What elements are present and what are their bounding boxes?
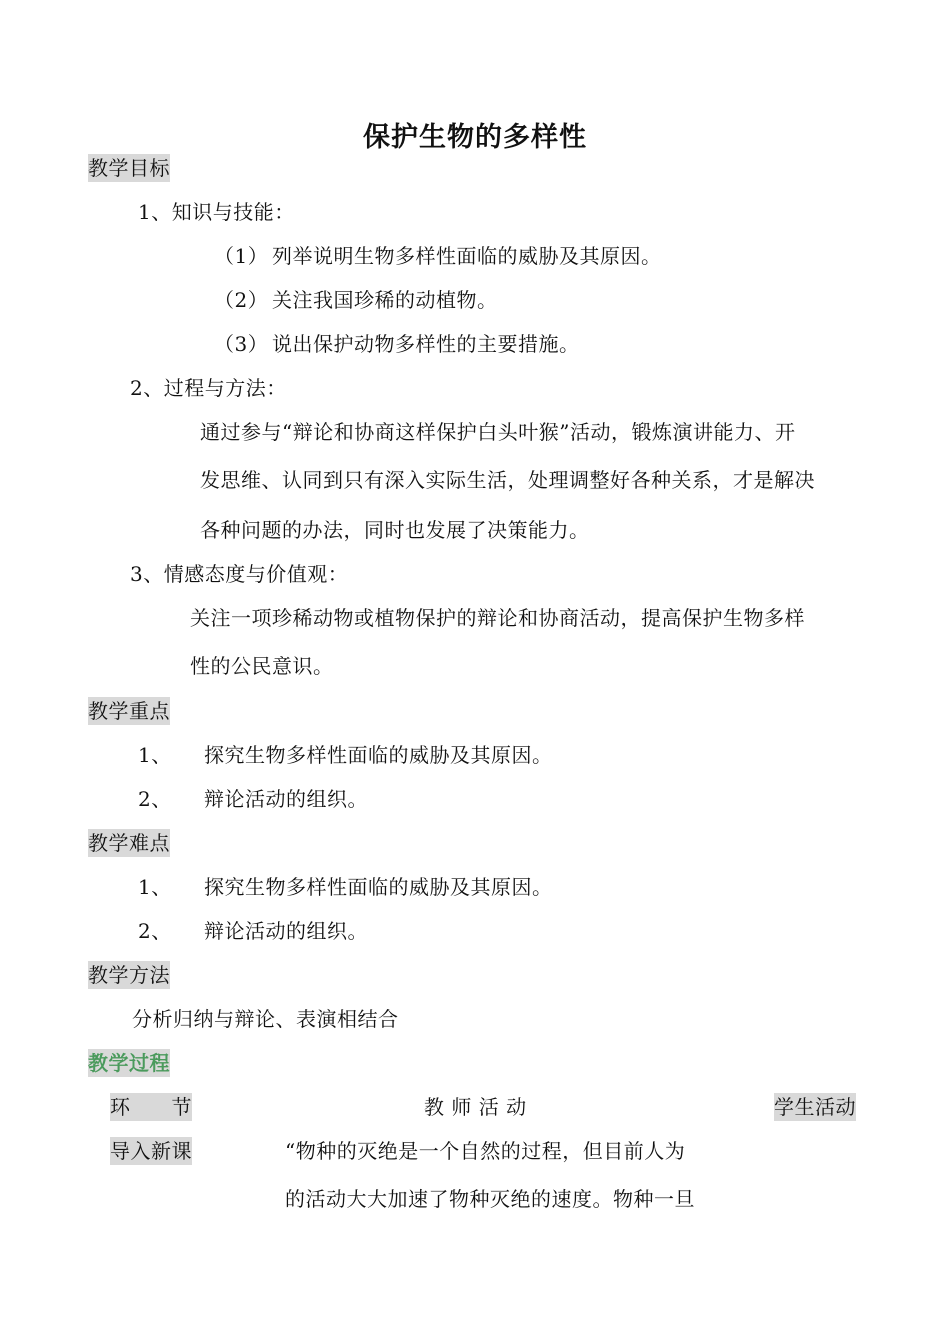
emotion-line: 性的公民意识。 — [190, 654, 334, 678]
knowledge-item-text: 说出保护动物多样性的主要措施。 — [272, 332, 580, 356]
process-method-line: 发思维、认同到只有深入实际生活，处理调整好各种关系，才是解决 — [200, 468, 815, 492]
difficulty-text: 辩论活动的组织。 — [204, 919, 368, 943]
difficulty-text: 探究生物多样性面临的威胁及其原因。 — [204, 875, 553, 899]
emotion-label: 3、情感态度与价值观： — [130, 562, 349, 586]
methods-text: 分析归纳与辩论、表演相结合 — [132, 1007, 399, 1031]
process-method-line: 各种问题的办法，同时也发展了决策能力。 — [200, 518, 590, 542]
knowledge-item-number: （1） — [214, 244, 269, 268]
section-heading-methods: 教学方法 — [88, 963, 170, 987]
key-point-text: 探究生物多样性面临的威胁及其原因。 — [204, 743, 553, 767]
section-heading-difficulties: 教学难点 — [88, 831, 170, 855]
difficulty-number: 2、 — [138, 919, 172, 943]
process-method-label: 2、过程与方法： — [130, 376, 287, 400]
column-header-teacher: 教 师 活 动 — [424, 1095, 527, 1119]
key-point-number: 2、 — [138, 787, 172, 811]
section-heading-objectives: 教学目标 — [88, 156, 170, 180]
knowledge-item-number: （3） — [214, 332, 269, 356]
difficulty-number: 1、 — [138, 875, 172, 899]
section-heading-key-points: 教学重点 — [88, 699, 170, 723]
column-header-student: 学生活动 — [774, 1095, 856, 1119]
teacher-activity-line: “物种的灭绝是一个自然的过程，但目前人为 — [285, 1139, 686, 1163]
knowledge-item-text: 列举说明生物多样性面临的威胁及其原因。 — [272, 244, 662, 268]
key-point-text: 辩论活动的组织。 — [204, 787, 368, 811]
emotion-line: 关注一项珍稀动物或植物保护的辩论和协商活动，提高保护生物多样 — [190, 606, 805, 630]
knowledge-item-number: （2） — [214, 288, 269, 312]
section-heading-process: 教学过程 — [88, 1051, 170, 1075]
teacher-activity-line: 的活动大大加速了物种灭绝的速度。物种一旦 — [285, 1187, 695, 1211]
stage-cell: 导入新课 — [110, 1139, 192, 1163]
column-header-stage: 环 节 — [110, 1095, 192, 1119]
knowledge-label: 1、知识与技能： — [138, 200, 295, 224]
page-title: 保护生物的多样性 — [363, 122, 587, 153]
process-method-line: 通过参与“辩论和协商这样保护白头叶猴”活动，锻炼演讲能力、开 — [200, 420, 796, 444]
knowledge-item-text: 关注我国珍稀的动植物。 — [272, 288, 498, 312]
key-point-number: 1、 — [138, 743, 172, 767]
